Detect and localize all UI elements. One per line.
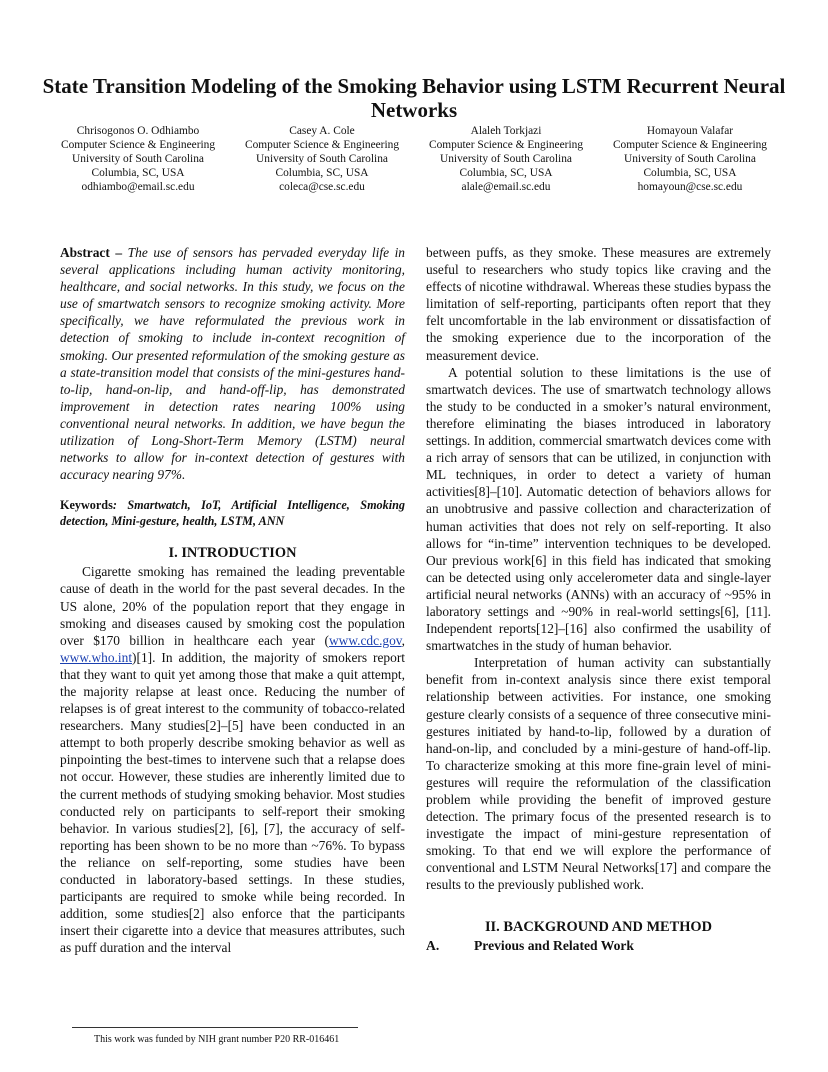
author-location: Columbia, SC, USA (275, 167, 369, 179)
author-university: University of South Carolina (624, 153, 756, 165)
author-name: Chrisogonos O. Odhiambo (76, 125, 200, 137)
author-email[interactable]: alale@email.sc.edu (461, 181, 551, 193)
author-email[interactable]: homayoun@cse.sc.edu (637, 181, 743, 193)
intro-paragraph-continued: between puffs, as they smoke. These measures are extremely useful to researchers who study topics like craving and the effects of nicotine withdrawal. Whereas these studies bypass the limitation of self-reporting, participants often report that they felt uncomfortable in the lab environment or dissatisfaction of the smoking experience due to the incorporation of the measurement device. (426, 245, 771, 363)
author-block (429, 124, 583, 194)
author-email[interactable]: odhiambo@email.sc.edu (81, 181, 195, 193)
author-location: Columbia, SC, USA (459, 167, 553, 179)
author-block (245, 124, 399, 194)
keywords-text: : Smartwatch, IoT, Artificial Intelligence, Smoking detection, Mini-gesture, health, LSTM, ANN (60, 498, 405, 529)
author-location: Columbia, SC, USA (643, 167, 737, 179)
author-list (61, 124, 767, 194)
intro-paragraph (60, 563, 405, 956)
author-name: Alaleh Torkjazi (470, 125, 542, 137)
section-heading-background: II. BACKGROUND AND METHOD (484, 918, 713, 935)
author-location: Columbia, SC, USA (91, 167, 185, 179)
author-email[interactable]: coleca@cse.sc.edu (279, 181, 365, 193)
author-university: University of South Carolina (256, 153, 388, 165)
keywords-label: Keywords (60, 498, 113, 513)
who-link[interactable]: www.who.int (60, 649, 133, 665)
intro-paragraph: Interpretation of human activity can substantially benefit from in-context analysis since there exist temporal relationship between activities. For instance, one smoking gesture clearly consists of a sequence of three consecutive mini-gestures initiated by hand-to-lip, followed by a duration of hand-on-lip, and concluded by a mini-gesture of hand-off-lip. To characterize smoking at this more fine-grain level of mini-gestures will require the reformulation of the classification problem while providing the benefit of improved gesture detection. The primary focus of the presented research is to investigate the impact of mini-gesture representation of smoking. To that end we will explore the performance of conventional and LSTM Neural Networks[17] and compare the results to the previously published work. (426, 655, 771, 893)
left-column (60, 244, 405, 956)
cdc-link[interactable]: www.cdc.gov (329, 632, 402, 648)
footnote-divider (72, 1027, 358, 1028)
abstract-label: Abstract – (60, 245, 123, 260)
link-separator: , (401, 632, 405, 648)
intro-text: Cigarette smoking has remained the leading preventable cause of death in the world for the past several decades. In the US alone, 20% of the population report that they engage in smoking and diseases caused by smoking cost the population over $170 billion in healthcare each year ( (60, 564, 405, 648)
section-heading-introduction: I. INTRODUCTION (168, 545, 297, 562)
subsection-heading (426, 937, 771, 954)
author-name: Homayoun Valafar (646, 125, 734, 137)
author-block (613, 124, 767, 194)
author-department: Computer Science & Engineering (428, 139, 584, 151)
abstract-text: The use of sensors has pervaded everyday life in several applications including human activity monitoring, healthcare, and social networks. In this study, we focus on the use of smartwatch sensors to recognize smoking activity. More specifically, we have reformulated the previous work in detection of smoking to include in-context recognition of smoking. Our presented reformulation of the smoking gesture as a state-transition model that consists of the mini-gestures hand-to-lip, hand-on-lip, and hand-off-lip, has demonstrated improvement in detection rates nearing 100% using conventional neural networks. In addition, we have begun the utilization of Long-Short-Term Memory (LSTM) neural networks to allow for in-context detection of gestures with accuracy nearing 97%. (60, 245, 405, 483)
subsection-title: Previous and Related Work (474, 937, 634, 953)
author-university: University of South Carolina (72, 153, 204, 165)
author-block (61, 124, 215, 194)
keywords (60, 497, 405, 529)
intro-text: )[1]. In addition, the majority of smokers report that they want to quit yet among those that make a quit attempt, the majority relapse at least once. Reducing the number of relapses is of great interest to the community of tobacco-related researchers. Many studies[2]–[5] have been conducted in an attempt to both properly describe smoking behavior as well as pinpointing the best-times to intervene such that a relapse does not occur. However, these studies are inherently limited due to the current methods of studying smoking behavior. Most studies conducted rely on participants to self-report their smoking behavior. In various studies[2], [6], [7], the accuracy of self-reporting has been shown to be no more than ~76%. To bypass the reliance on self-reporting, some studies have been conducted in laboratory-based settings. In these studies, participants are required to smoke while being recorded. In addition, some studies[2] also enforce that the participants insert their cigarette into a device that measures attributes, such as puff duration and the interval (60, 649, 405, 956)
footnote: This work was funded by NIH grant number P20 RR-016461 (94, 1034, 340, 1045)
author-department: Computer Science & Engineering (612, 139, 767, 151)
right-column (426, 244, 771, 954)
intro-paragraph: A potential solution to these limitations is the use of smartwatch devices. The use of smartwatch technology allows the study to be conducted in a smoker’s natural environment, therefore eliminating the biases introduced in laboratory settings. In addition, commercial smartwatch devices come with a rich array of sensors that can be utilized, in conjunction with ML techniques, in order to detect a variety of human activities[8]–[10]. Automatic detection of behaviors allows for an unobtrusive and passive collection and characterization of human activities that does not rely on self-reporting. It also allows for “in-time” intervention techniques to be developed. Our previous work[6] in this field has indicated that smoking can be detected using only accelerometer data and single-layer artificial neural networks (ANNs) with an accuracy of ~95% in laboratory settings and ~90% in real-world settings[6], [11]. Independent reports[12]–[16] also confirmed the usability of smartwatches in the study of human behavior. (426, 364, 771, 654)
abstract (60, 244, 405, 483)
subsection-letter: A. (426, 937, 440, 953)
author-university: University of South Carolina (440, 153, 572, 165)
author-department: Computer Science & Engineering (61, 139, 216, 151)
author-name: Casey A. Cole (289, 125, 355, 137)
author-department: Computer Science & Engineering (244, 139, 400, 151)
paper-title: State Transition Modeling of the Smoking Behavior using LSTM Recurrent Neural Networks (42, 74, 786, 122)
